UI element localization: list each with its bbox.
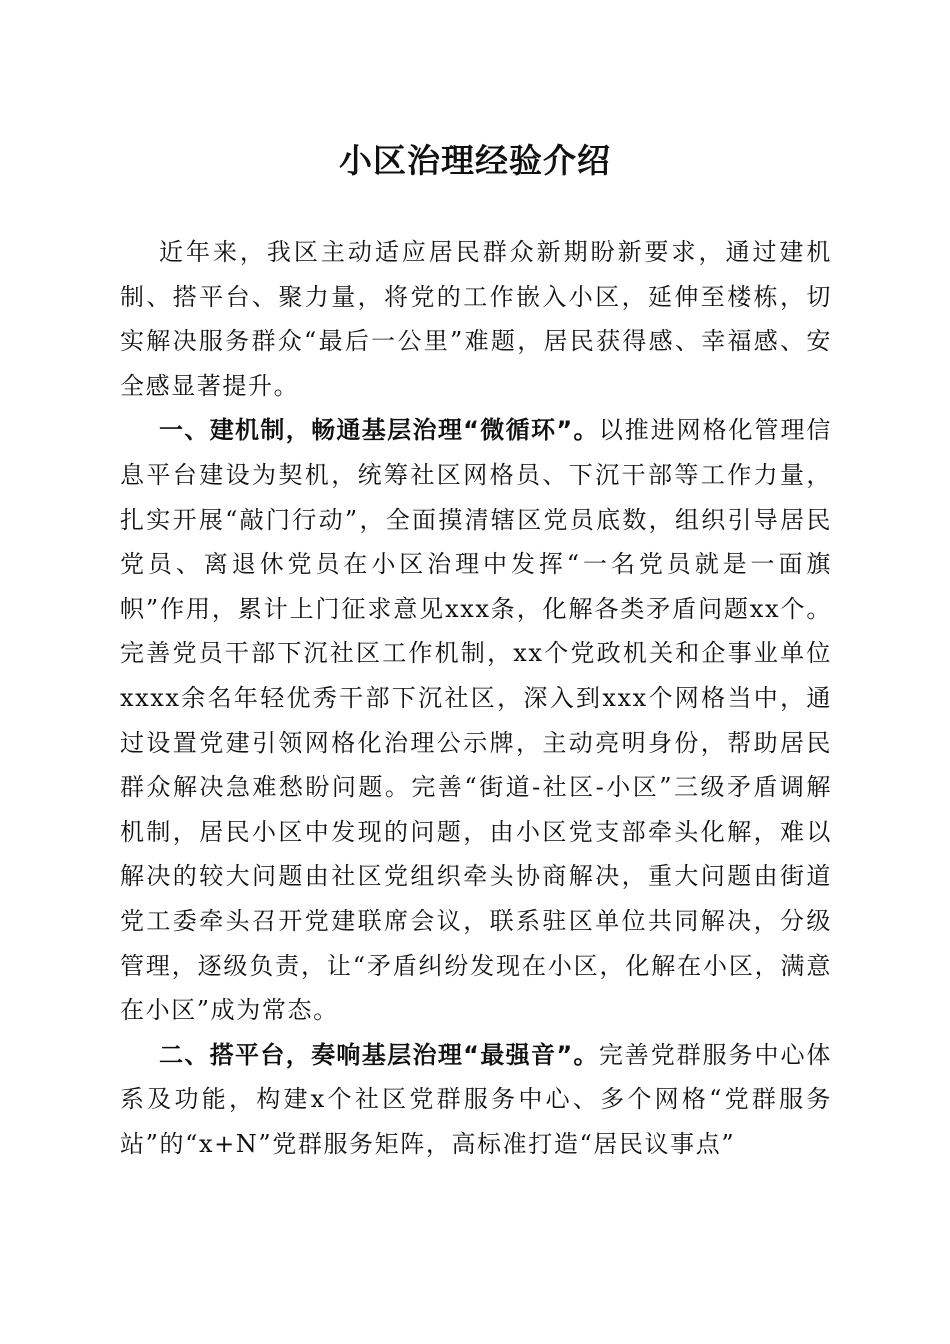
section-2-paragraph <box>120 1033 832 1167</box>
document-title: 小区治理经验介绍 <box>339 141 611 180</box>
section-1-paragraph <box>120 408 832 1032</box>
section-2-text: 完善党群服务中心体系及功能，构建x个社区党群服务中心、多个网格“党群服务站”的“x+N”党群服务矩阵，高标准打造“居民议事点” <box>120 1040 832 1158</box>
document-body <box>120 230 832 1166</box>
section-2-heading: 二、搭平台，奏响基层治理“最强音”。 <box>159 1040 599 1069</box>
section-1-heading: 一、建机制，畅通基层治理“微循环”。 <box>159 416 599 445</box>
intro-paragraph <box>120 230 832 408</box>
intro-text: 近年来，我区主动适应居民群众新期盼新要求，通过建机制、搭平台、聚力量，将党的工作嵌入小区，延伸至楼栋，切实解决服务群众“最后一公里”难题，居民获得感、幸福感、安全感显著提升。 <box>120 238 832 400</box>
section-1-text: 以推进网格化管理信息平台建设为契机，统筹社区网格员、下沉干部等工作力量，扎实开展“敲门行动”，全面摸清辖区党员底数，组织引导居民党员、离退休党员在小区治理中发挥“一名党员就是一面旗帜”作用，累计上门征求意见xxx条，化解各类矛盾问题xx个。完善党员干部下沉社区工作机制，xx个党政机关和企事业单位xxxx余名年轻优秀干部下沉社区，深入到xxx个网格当中，通过设置党建引领网格化治理公示牌，主动亮明身份，帮助居民群众解决急难愁盼问题。完善“街道-社区-小区”三级矛盾调解机制，居民小区中发现的问题，由小区党支部牵头化解，难以解决的较大问题由社区党组织牵头协商解决，重大问题由街道党工委牵头召开党建联席会议，联系驻区单位共同解决，分级管理，逐级负责，让“矛盾纠纷发现在小区，化解在小区，满意在小区”成为常态。 <box>120 416 832 1025</box>
